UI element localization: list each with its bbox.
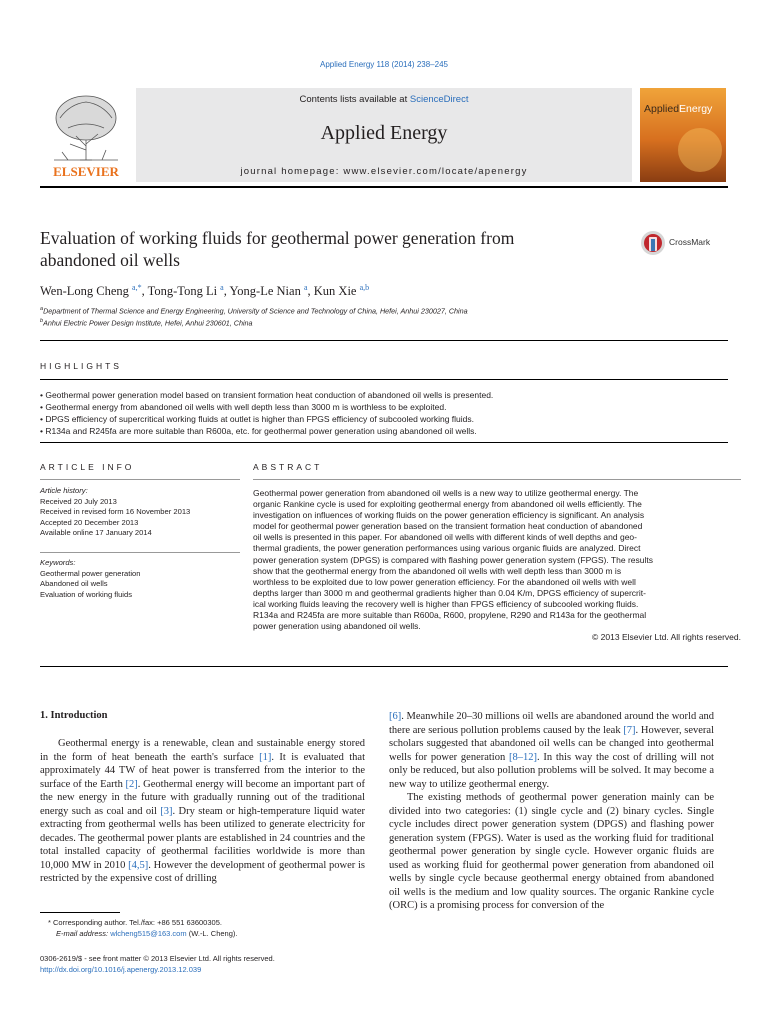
reference-link[interactable]: [1] (259, 751, 272, 763)
author-affiliation-marker: a,* (132, 283, 142, 292)
publisher-wordmark: ELSEVIER (53, 164, 119, 179)
divider (40, 666, 728, 667)
divider (40, 552, 240, 553)
crossmark-label: CrossMark (669, 237, 711, 247)
email-link[interactable]: wlcheng515@163.com (110, 929, 187, 938)
highlights-heading: HIGHLIGHTS (40, 361, 122, 371)
body-text: . However, several scholars suggested that abandoned oil wells can be changed into geothermal wells for power generation (389, 724, 715, 763)
highlight-item: • R134a and R245fa are more suitable than R600a, etc. for geothermal power generation using abandoned oil wells. (40, 426, 477, 437)
highlight-item: • Geothermal power generation model based on transient formation heat conduction of abandoned oil wells is presented. (40, 390, 494, 400)
reference-link[interactable]: [4,5] (128, 859, 149, 871)
author-name: Wen-Long Cheng (40, 284, 129, 299)
body-text: . In this way the cost of drilling will not only be reduced, but also pollution problems will be solved. It may become a new way to utilize geothermal energy. (389, 751, 714, 790)
reference-link[interactable]: [6] (389, 711, 402, 722)
journal-cover-image (640, 88, 726, 182)
body-text: . Meanwhile 20–30 millions oil wells are abandoned around the world and there are serious pollution problems caused by the leak (389, 711, 714, 736)
body-text: . It is evaluated that approximately 44 TW of heat power is transferred from the interior to the surface of the Earth (40, 751, 366, 790)
intro-paragraph-3 (389, 791, 714, 913)
author-name: Tong-Tong Li (147, 284, 218, 299)
article-title: Evaluation of working fluids for geothermal power generation from abandoned oil wells (40, 228, 515, 270)
journal-name: Applied Energy (320, 122, 448, 144)
intro-column-right (389, 710, 714, 913)
author-name: Kun Xie (313, 284, 357, 299)
highlight-item: • Geothermal energy from abandoned oil wells with well depth less than 3000 m is worthless to be exploited. (40, 402, 447, 413)
author-affiliation-marker: a,b (359, 283, 370, 292)
body-text: . However the development of geothermal power is restricted by the expensive cost of drilling (40, 859, 365, 884)
divider (40, 340, 728, 341)
divider (40, 479, 240, 480)
reference-link[interactable]: [7] (623, 724, 636, 736)
journal-citation[interactable]: Applied Energy 118 (2014) 238–245 (320, 60, 448, 69)
journal-banner (40, 88, 728, 183)
divider (253, 479, 741, 480)
body-text: The existing methods of geothermal power generation mainly can be divided into two categories: (1) single cycle and (2) binary cycles. Single cycle includes direct power generation system (DPGS) and flashing power generation system (FPGS). Water is used as the working fluid for traditional geothermal power generation by single cycle. However organic fluids are used as working fluid for geothermal power generation from abandoned oil wells by single cycle because geothermal energy obtained from abandoned oil wells is the medium and low quality sources. The organic Rankine cycle (ORC) is a promising process for conversion of the (389, 792, 714, 911)
footnote: * Corresponding author. Tel./fax: +86 551 63600305. E-mail address: wlcheng515@163.com (W.-L. Cheng). (48, 918, 238, 938)
divider (40, 379, 728, 380)
highlights-list (40, 389, 728, 437)
journal-homepage[interactable]: journal homepage: www.elsevier.com/locate/apenergy (240, 166, 528, 177)
reference-link[interactable]: [8–12] (508, 751, 537, 763)
cover-title-energy: Energy (679, 103, 713, 115)
article-info-heading: ARTICLE INFO (40, 462, 135, 472)
keywords: Keywords: Geothermal power generation Abandoned oil wells Evaluation of working fluids (40, 558, 141, 599)
divider (40, 442, 728, 443)
abstract-heading: ABSTRACT (253, 462, 323, 472)
cover-title-applied: Applied (644, 103, 680, 115)
reference-link[interactable]: [2] (125, 778, 138, 790)
author-affiliation-marker: a (303, 283, 308, 292)
affiliation: $^b$Anhui Electric Power Design Institute, Hefei, Anhui 230601, China (40, 318, 253, 328)
author-list: Wen-Long Cheng $^{a,*}$, Tong-Tong Li $^a$, Yong-Le Nian $^a$, Kun Xie $^{a,b}$ (40, 283, 370, 299)
affiliation: $^a$Department of Thermal Science and Energy Engineering, University of Science and Technology of China, Hefei, Anhui 230027, China (40, 306, 468, 316)
crossmark-icon (640, 230, 666, 256)
intro-paragraph-1 (40, 737, 365, 886)
doi-link[interactable]: http://dx.doi.org/10.1016/j.apenergy.2013.12.039 (40, 965, 202, 974)
sciencedirect-link[interactable]: ScienceDirect (409, 94, 469, 105)
intro-paragraph-2 (389, 710, 714, 791)
elsevier-tree-logo (40, 88, 132, 182)
svg-text:AppliedEnergy (644, 103, 713, 115)
header-rule (40, 186, 728, 188)
footnote-rule (40, 912, 120, 913)
body-text: . Dry steam or high-temperature liquid water extracting from geothermal wells has been utilized to generate electricity for decades. The geothermal power plants are established in 24 countries and the total installed capacity of geothermal facilities worldwide is more than 10,000 MW in 2010 (40, 805, 366, 871)
author-name: Yong-Le Nian (229, 284, 301, 299)
highlight-item: • DPGS efficiency of supercritical working fluids at outlet is higher than FPGS efficiency of subcooled working fluids. (40, 414, 475, 425)
body-text: . Geothermal energy will become an important part of the new energy in the future with gradually running out of the traditional energy such as coal and oil (40, 778, 365, 817)
body-text: Geothermal energy is a renewable, clean and sustainable energy stored in the form of heat beneath the earth's surface (40, 738, 365, 763)
reference-link[interactable]: [3] (160, 805, 173, 817)
section-heading: 1. Introduction (40, 710, 108, 721)
copyright-notice: © 2013 Elsevier Ltd. All rights reserved. (592, 632, 741, 643)
front-matter: 0306-2619/$ - see front matter © 2013 Elsevier Ltd. All rights reserved. http://dx.doi.org/10.1016/j.apenergy.2013.12.039 (40, 954, 275, 974)
article-history: Article history: Received 20 July 2013 Received in revised form 16 November 2013 Accepted 20 December 2013 Available online 17 January 2014 (40, 486, 191, 537)
contents-line: Contents lists available at ScienceDirect (299, 94, 469, 105)
crossmark-badge[interactable] (640, 230, 730, 256)
abstract-text: Geothermal power generation from abandoned oil wells is a new way to utilize geothermal energy. The organic Rankine cycle is used for exploiting geothermal energy from abandoned oil wells efficiently. The investigation on influences of working fluids on the power generation efficiency is significant. An analysis model for geothermal power generation based on the transient formation heat conduction of abandoned oil wells is presented in this paper. For abandoned oil wells with different kinds of well depths and geo- thermal gradients, the power generation performances using various organic fluids are analyzed. Direct power generation system (DPGS) is compared with flashing power generation system (FPGS). The results show that the geothermal energy from the abandoned oil wells with well depth less than 3000 m is worthless to be exploited due to low power generation efficiency. For the abandoned oil wells with well depths larger than 3000 m and geothermal gradients higher than 0.04 K/m, DPGS efficiency of supercrit- ical working fluids leaving the recovery well is higher than FPGS efficiency of subcooled working fluids. R134a and R245fa are more suitable than R600a, R600, propylene, R290 and R143a for the geothermal power generation using abandoned oil wells. © 2013 Elsevier Ltd. All rights reserved. (253, 488, 741, 643)
author-affiliation-marker: a (220, 283, 224, 292)
